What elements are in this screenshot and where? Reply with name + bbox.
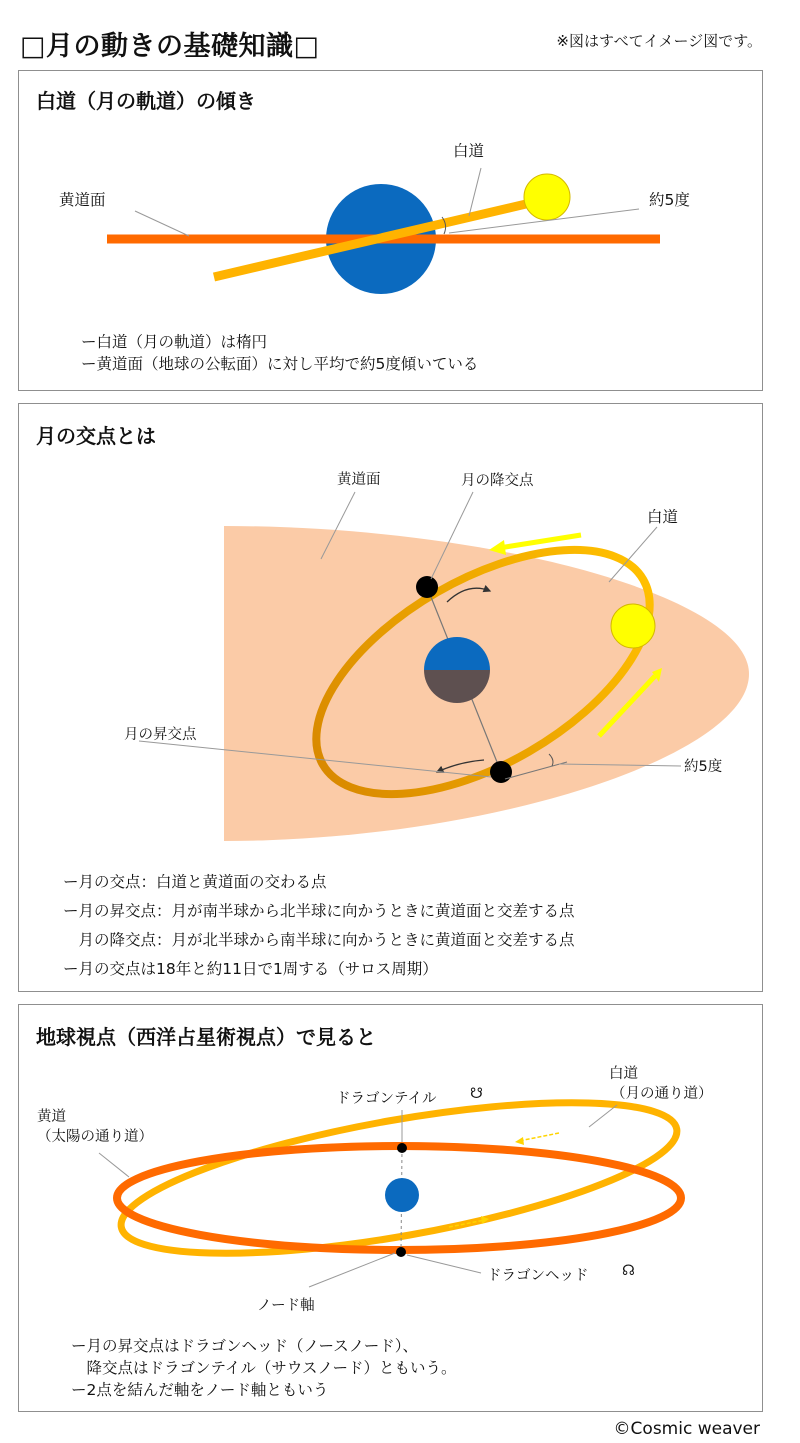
label-moon-path-sub: （月の通り道）: [611, 1086, 713, 1102]
panel-earth-view: [18, 1004, 763, 1412]
panel-orbit-tilt: [18, 70, 763, 391]
label-moon-path: 白道: [647, 508, 679, 526]
leader-ecliptic: [99, 1153, 129, 1177]
page-title: □月の動きの基礎知識□: [20, 31, 320, 62]
label-moon-path: 白道: [609, 1066, 638, 1082]
panel-lunar-nodes: [18, 403, 763, 992]
panel1-line-1: ー白道（月の軌道）は楕円: [81, 333, 268, 351]
label-tilt-angle: 約5度: [649, 191, 690, 209]
ascending-node: [490, 761, 512, 783]
panel1-line-2: ー黄道面（地球の公転面）に対し平均で約5度傾いている: [81, 355, 479, 373]
label-ecliptic-plane: 黄道面: [59, 191, 106, 209]
leader-moon-path: [589, 1105, 617, 1127]
label-descending-node: 月の降交点: [461, 473, 534, 489]
panel2-line-4: ー月の交点は18年と約11日で1周する（サロス周期）: [63, 960, 438, 978]
dragon-tail-node: [397, 1143, 407, 1153]
label-ecliptic-plane: 黄道面: [337, 472, 381, 488]
label-moon-path: 白道: [453, 142, 485, 160]
panel-lunar-nodes-title: 月の交点とは: [36, 424, 156, 448]
label-tilt-angle: 約5度: [684, 759, 723, 775]
panel3-line-1: ー月の昇交点はドラゴンヘッド（ノースノード）、: [71, 1337, 419, 1355]
leader-dragon-head: [407, 1255, 481, 1273]
panel3-line-3: ー2点を結んだ軸をノード軸ともいう: [71, 1381, 329, 1399]
label-dragon-head: ドラゴンヘッド: [487, 1268, 589, 1284]
panel-orbit-tilt-title: 白道（月の軌道）の傾き: [36, 89, 256, 113]
panel2-line-2: ー月の昇交点：月が南半球から北半球に向かうときに黄道面と交差する点: [63, 902, 575, 920]
label-ecliptic-sub: （太陽の通り道）: [37, 1129, 153, 1145]
dragon-tail-symbol: ☋: [470, 1086, 483, 1102]
panel2-line-1: ー月の交点：白道と黄道面の交わる点: [63, 873, 327, 891]
label-ecliptic: 黄道: [37, 1109, 66, 1125]
direction-arrow-upper: [519, 1133, 559, 1141]
label-ascending-node: 月の昇交点: [124, 727, 197, 743]
dragon-head-symbol: ☊: [622, 1263, 635, 1279]
direction-arrowhead-upper: [515, 1137, 524, 1145]
earth: [385, 1178, 419, 1212]
label-node-axis: ノード軸: [257, 1298, 315, 1314]
label-dragon-tail: ドラゴンテイル: [336, 1091, 437, 1107]
panel3-line-2: 降交点はドラゴンテイル（サウスノード）ともいう。: [71, 1359, 457, 1377]
dragon-head-node: [396, 1247, 406, 1257]
image-note: ※図はすべてイメージ図です。: [556, 32, 762, 50]
leader-node-axis: [309, 1253, 395, 1287]
moon: [611, 604, 655, 648]
panel-earth-view-title: 地球視点（西洋占星術視点）で見ると: [36, 1025, 376, 1049]
panel2-line-3: 月の降交点：月が北半球から南半球に向かうときに黄道面と交差する点: [63, 931, 575, 949]
leader-ecliptic: [135, 211, 189, 236]
leader-moon-path: [469, 168, 481, 216]
descending-node: [416, 576, 438, 598]
credit: ©Cosmic weaver: [613, 1419, 760, 1439]
moon: [524, 174, 570, 220]
